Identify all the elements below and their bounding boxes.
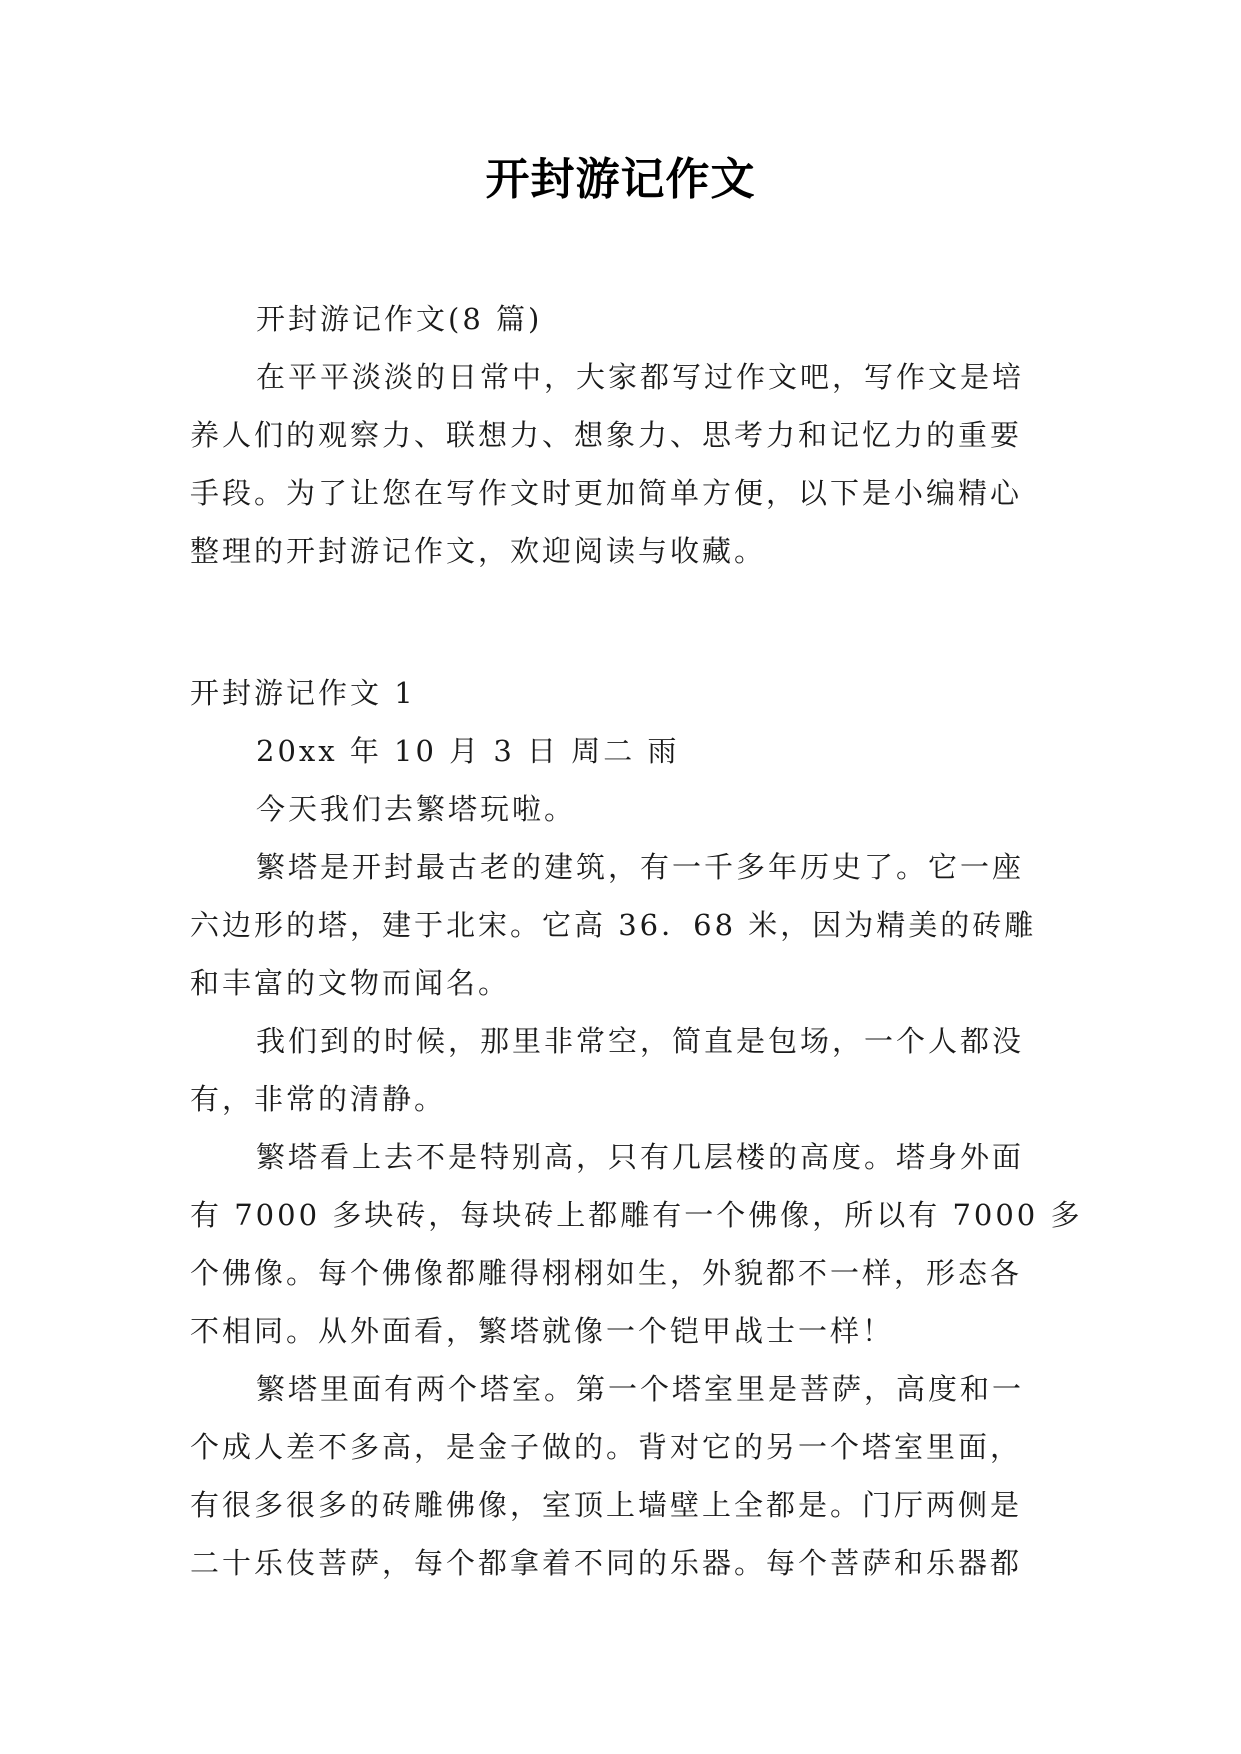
intro-line: 手段。为了让您在写作文时更加简单方便，以下是小编精心 <box>190 476 1023 510</box>
document-title: 开封游记作文 <box>485 154 756 205</box>
intro-line: 开封游记作文(8 篇) <box>256 302 543 336</box>
section-heading: 开封游记作文 1 <box>190 676 416 710</box>
intro-line: 整理的开封游记作文，欢迎阅读与收藏。 <box>190 534 767 568</box>
section-gap <box>190 580 1065 664</box>
paragraph-line: 我们到的时候，那里非常空，简直是包场，一个人都没 <box>256 1024 1025 1058</box>
paragraph-line: 有 7000 多块砖，每块砖上都雕有一个佛像，所以有 7000 多 <box>190 1198 1083 1232</box>
paragraph-line: 二十乐伎菩萨，每个都拿着不同的乐器。每个菩萨和乐器都 <box>190 1546 1023 1580</box>
document-body <box>190 290 1083 1592</box>
paragraph-line: 有很多很多的砖雕佛像，室顶上墙壁上全都是。门厅两侧是 <box>190 1488 1023 1522</box>
intro-line: 养人们的观察力、联想力、想象力、思考力和记忆力的重要 <box>190 418 1023 452</box>
paragraph-line: 繁塔看上去不是特别高，只有几层楼的高度。塔身外面 <box>256 1140 1025 1174</box>
paragraph-line: 个佛像。每个佛像都雕得栩栩如生，外貌都不一样，形态各 <box>190 1256 1023 1290</box>
paragraph-line: 和丰富的文物而闻名。 <box>190 966 511 1000</box>
paragraph-line: 有，非常的清静。 <box>190 1082 447 1116</box>
paragraph-line: 繁塔里面有两个塔室。第一个塔室里是菩萨，高度和一 <box>256 1372 1025 1406</box>
paragraph-line: 今天我们去繁塔玩啦。 <box>256 792 577 826</box>
intro-line: 在平平淡淡的日常中，大家都写过作文吧，写作文是培 <box>256 360 1025 394</box>
diary-date-line: 20xx 年 10 月 3 日 周二 雨 <box>256 734 680 768</box>
paragraph-line: 六边形的塔，建于北宋。它高 36．68 米，因为精美的砖雕 <box>190 908 1037 942</box>
paragraph-line: 繁塔是开封最古老的建筑，有一千多年历史了。它一座 <box>256 850 1025 884</box>
paragraph-line: 不相同。从外面看，繁塔就像一个铠甲战士一样！ <box>190 1314 895 1348</box>
paragraph-line: 个成人差不多高，是金子做的。背对它的另一个塔室里面， <box>190 1430 1023 1464</box>
